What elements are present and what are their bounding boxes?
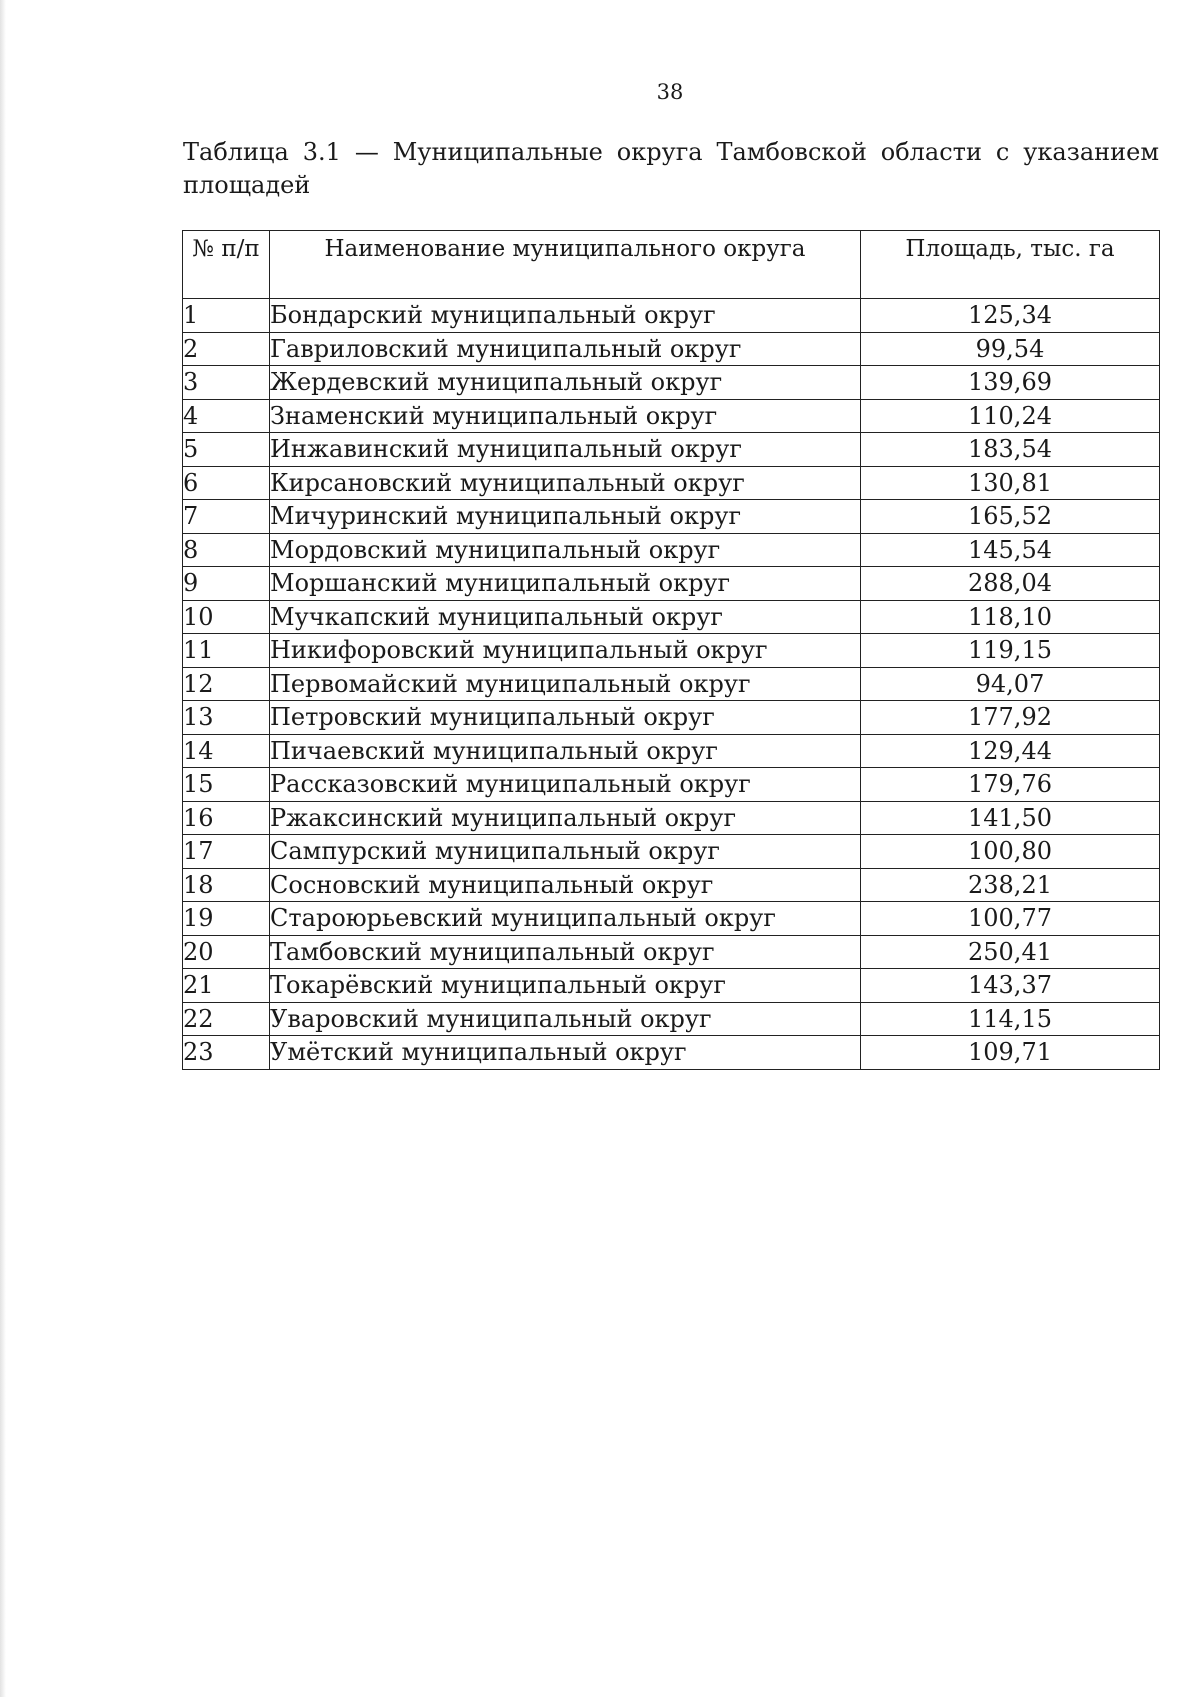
row-num-cell: 23: [183, 1036, 270, 1070]
row-num-cell: 16: [183, 801, 270, 835]
row-num-cell: 18: [183, 868, 270, 902]
table-row: [183, 1036, 1160, 1070]
row-area-cell: 100,80: [861, 835, 1160, 869]
row-name-cell: Сампурский муниципальный округ: [270, 835, 861, 869]
scan-edge-shadow: [0, 0, 6, 1697]
row-num-cell: 22: [183, 1002, 270, 1036]
row-name-cell: Уваровский муниципальный округ: [270, 1002, 861, 1036]
row-num-cell: 11: [183, 634, 270, 668]
table-row: [183, 1002, 1160, 1036]
row-name-cell: Бондарский муниципальный округ: [270, 299, 861, 333]
row-area-cell: 143,37: [861, 969, 1160, 1003]
row-name-cell: Кирсановский муниципальный округ: [270, 466, 861, 500]
table-row: [183, 366, 1160, 400]
row-area-cell: 125,34: [861, 299, 1160, 333]
row-name-cell: Сосновский муниципальный округ: [270, 868, 861, 902]
table-row: [183, 801, 1160, 835]
row-name-cell: Жердевский муниципальный округ: [270, 366, 861, 400]
table-row: [183, 299, 1160, 333]
table-row: [183, 868, 1160, 902]
header-name: Наименование муниципального округа: [270, 231, 861, 299]
table-row: [183, 433, 1160, 467]
row-area-cell: 177,92: [861, 701, 1160, 735]
row-num-cell: 20: [183, 935, 270, 969]
table-row: [183, 466, 1160, 500]
table-row: [183, 935, 1160, 969]
row-num-cell: 5: [183, 433, 270, 467]
table-body: [183, 299, 1160, 1070]
row-area-cell: 238,21: [861, 868, 1160, 902]
row-num-cell: 13: [183, 701, 270, 735]
table-row: [183, 399, 1160, 433]
row-area-cell: 119,15: [861, 634, 1160, 668]
row-area-cell: 109,71: [861, 1036, 1160, 1070]
row-name-cell: Никифоровский муниципальный округ: [270, 634, 861, 668]
row-name-cell: Пичаевский муниципальный округ: [270, 734, 861, 768]
row-num-cell: 17: [183, 835, 270, 869]
row-area-cell: 141,50: [861, 801, 1160, 835]
row-name-cell: Инжавинский муниципальный округ: [270, 433, 861, 467]
row-num-cell: 1: [183, 299, 270, 333]
row-area-cell: 179,76: [861, 768, 1160, 802]
row-num-cell: 6: [183, 466, 270, 500]
table-row: [183, 835, 1160, 869]
row-name-cell: Рассказовский муниципальный округ: [270, 768, 861, 802]
row-area-cell: 250,41: [861, 935, 1160, 969]
table-caption: Таблица 3.1 — Муниципальные округа Тамбовской области с указанием площадей: [183, 138, 1159, 199]
row-name-cell: Умётский муниципальный округ: [270, 1036, 861, 1070]
row-num-cell: 14: [183, 734, 270, 768]
row-num-cell: 9: [183, 567, 270, 601]
table-row: [183, 667, 1160, 701]
table-row: [183, 332, 1160, 366]
row-name-cell: Гавриловский муниципальный округ: [270, 332, 861, 366]
row-name-cell: Тамбовский муниципальный округ: [270, 935, 861, 969]
table-header-row: [183, 231, 1160, 299]
row-num-cell: 7: [183, 500, 270, 534]
header-num: № п/п: [183, 231, 270, 299]
row-area-cell: 94,07: [861, 667, 1160, 701]
row-name-cell: Моршанский муниципальный округ: [270, 567, 861, 601]
row-name-cell: Ржаксинский муниципальный округ: [270, 801, 861, 835]
table-row: [183, 533, 1160, 567]
row-num-cell: 19: [183, 902, 270, 936]
row-area-cell: 110,24: [861, 399, 1160, 433]
row-area-cell: 118,10: [861, 600, 1160, 634]
table-row: [183, 500, 1160, 534]
districts-table: [182, 230, 1160, 1070]
table-row: [183, 902, 1160, 936]
table-row: [183, 768, 1160, 802]
row-num-cell: 8: [183, 533, 270, 567]
row-num-cell: 12: [183, 667, 270, 701]
row-area-cell: 139,69: [861, 366, 1160, 400]
row-area-cell: 99,54: [861, 332, 1160, 366]
table-row: [183, 634, 1160, 668]
row-num-cell: 2: [183, 332, 270, 366]
row-num-cell: 3: [183, 366, 270, 400]
table-row: [183, 969, 1160, 1003]
row-area-cell: 288,04: [861, 567, 1160, 601]
row-area-cell: 145,54: [861, 533, 1160, 567]
row-name-cell: Мучкапский муниципальный округ: [270, 600, 861, 634]
row-num-cell: 15: [183, 768, 270, 802]
row-area-cell: 129,44: [861, 734, 1160, 768]
row-name-cell: Знаменский муниципальный округ: [270, 399, 861, 433]
row-area-cell: 165,52: [861, 500, 1160, 534]
table-row: [183, 600, 1160, 634]
row-num-cell: 10: [183, 600, 270, 634]
row-name-cell: Токарёвский муниципальный округ: [270, 969, 861, 1003]
row-num-cell: 21: [183, 969, 270, 1003]
table-row: [183, 701, 1160, 735]
row-name-cell: Первомайский муниципальный округ: [270, 667, 861, 701]
row-area-cell: 130,81: [861, 466, 1160, 500]
row-area-cell: 114,15: [861, 1002, 1160, 1036]
row-name-cell: Петровский муниципальный округ: [270, 701, 861, 735]
table-row: [183, 734, 1160, 768]
row-area-cell: 183,54: [861, 433, 1160, 467]
row-num-cell: 4: [183, 399, 270, 433]
header-area: Площадь, тыс. га: [861, 231, 1160, 299]
row-name-cell: Мордовский муниципальный округ: [270, 533, 861, 567]
row-name-cell: Мичуринский муниципальный округ: [270, 500, 861, 534]
row-name-cell: Староюрьевский муниципальный округ: [270, 902, 861, 936]
page-number: 38: [656, 80, 684, 104]
row-area-cell: 100,77: [861, 902, 1160, 936]
table-row: [183, 567, 1160, 601]
